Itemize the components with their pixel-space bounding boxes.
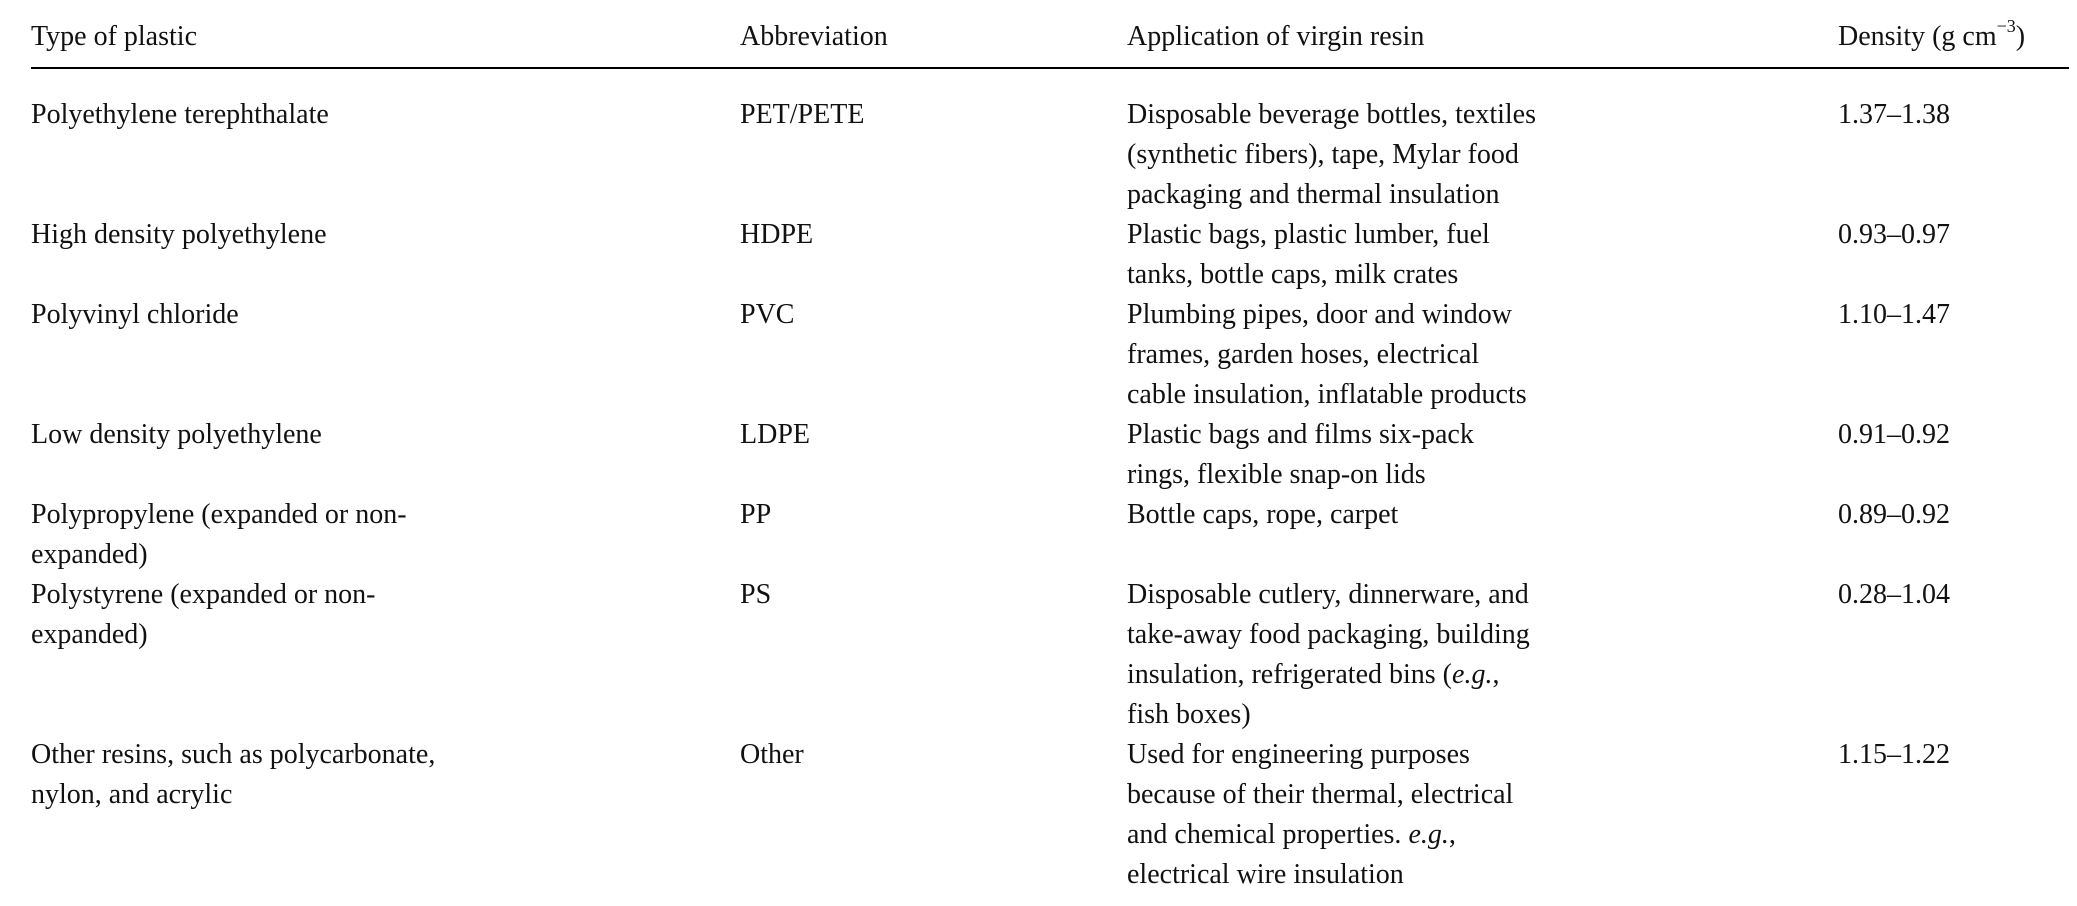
application-line: Bottle caps, rope, carpet <box>1127 499 1399 530</box>
row-pet-density: 1.37–1.38 <box>1838 99 1950 130</box>
row-pp-density: 0.89–0.92 <box>1838 499 1950 530</box>
row-ps-application <box>1127 575 1667 735</box>
header-density-prefix: Density (g cm <box>1838 21 1997 52</box>
type-line: Polystyrene (expanded or non- <box>31 579 376 610</box>
row-pvc-density: 1.10–1.47 <box>1838 299 1950 330</box>
application-punct: , <box>1492 659 1500 690</box>
application-line <box>1127 655 1667 695</box>
row-ldpe-type <box>31 415 571 455</box>
application-line: cable insulation, inflatable products <box>1127 379 1527 410</box>
application-line: Plastic bags, plastic lumber, fuel <box>1127 219 1490 250</box>
row-pvc-application <box>1127 295 1667 415</box>
row-pp-abbreviation: PP <box>740 499 772 530</box>
application-line: because of their thermal, electrical <box>1127 779 1514 810</box>
application-punct: , <box>1448 819 1456 850</box>
application-line: frames, garden hoses, electrical <box>1127 339 1480 370</box>
application-line: packaging and thermal insulation <box>1127 179 1500 210</box>
row-other-abbreviation: Other <box>740 739 804 770</box>
header-type-of-plastic: Type of plastic <box>31 21 197 52</box>
application-line: fish boxes) <box>1127 699 1251 730</box>
row-pp-type <box>31 495 571 575</box>
row-ps-abbreviation: PS <box>740 579 772 610</box>
application-line: rings, flexible snap-on lids <box>1127 459 1426 490</box>
type-line: nylon, and acrylic <box>31 779 233 810</box>
type-line: expanded) <box>31 619 148 650</box>
row-pvc-abbreviation: PVC <box>740 299 795 330</box>
row-ldpe-abbreviation: LDPE <box>740 419 810 450</box>
application-line: Plastic bags and films six-pack <box>1127 419 1474 450</box>
type-line: expanded) <box>31 539 148 570</box>
application-line: electrical wire insulation <box>1127 859 1404 890</box>
row-hdpe-abbreviation: HDPE <box>740 219 814 250</box>
header-density <box>1838 17 2073 57</box>
type-line: Polyethylene terephthalate <box>31 99 329 130</box>
row-other-density: 1.15–1.22 <box>1838 739 1950 770</box>
row-pet-type <box>31 95 571 135</box>
row-hdpe-application <box>1127 215 1667 295</box>
application-line: Used for engineering purposes <box>1127 739 1470 770</box>
application-text: insulation, refrigerated bins ( <box>1127 659 1453 690</box>
application-line: tanks, bottle caps, milk crates <box>1127 259 1459 290</box>
row-pvc-type <box>31 295 571 335</box>
row-pp-application <box>1127 495 1667 535</box>
type-line: Other resins, such as polycarbonate, <box>31 739 436 770</box>
row-ldpe-application <box>1127 415 1667 495</box>
type-line: Polypropylene (expanded or non- <box>31 499 407 530</box>
row-other-type <box>31 735 571 815</box>
row-ps-density: 0.28–1.04 <box>1838 579 1950 610</box>
eg-italic: e.g. <box>1452 659 1493 690</box>
application-line: Disposable cutlery, dinnerware, and <box>1127 579 1529 610</box>
type-line: Low density polyethylene <box>31 419 322 450</box>
type-line: Polyvinyl chloride <box>31 299 239 330</box>
row-pet-application <box>1127 95 1667 215</box>
application-line: Disposable beverage bottles, textiles <box>1127 99 1536 130</box>
application-line: (synthetic fibers), tape, Mylar food <box>1127 139 1519 170</box>
row-ldpe-density: 0.91–0.92 <box>1838 419 1950 450</box>
row-ps-type <box>31 575 571 655</box>
application-line: Plumbing pipes, door and window <box>1127 299 1512 330</box>
type-line: High density polyethylene <box>31 219 327 250</box>
application-line <box>1127 815 1667 855</box>
row-hdpe-type <box>31 215 571 255</box>
header-density-exponent: −3 <box>1996 15 2016 36</box>
row-hdpe-density: 0.93–0.97 <box>1838 219 1950 250</box>
eg-italic: e.g. <box>1408 819 1449 850</box>
application-text: and chemical properties. <box>1127 819 1409 850</box>
header-rule <box>31 67 2069 69</box>
header-density-suffix: ) <box>2015 21 2026 52</box>
header-application: Application of virgin resin <box>1127 21 1425 52</box>
row-pet-abbreviation: PET/PETE <box>740 99 865 130</box>
header-abbreviation: Abbreviation <box>740 21 888 52</box>
application-line: take-away food packaging, building <box>1127 619 1530 650</box>
row-other-application <box>1127 735 1667 895</box>
